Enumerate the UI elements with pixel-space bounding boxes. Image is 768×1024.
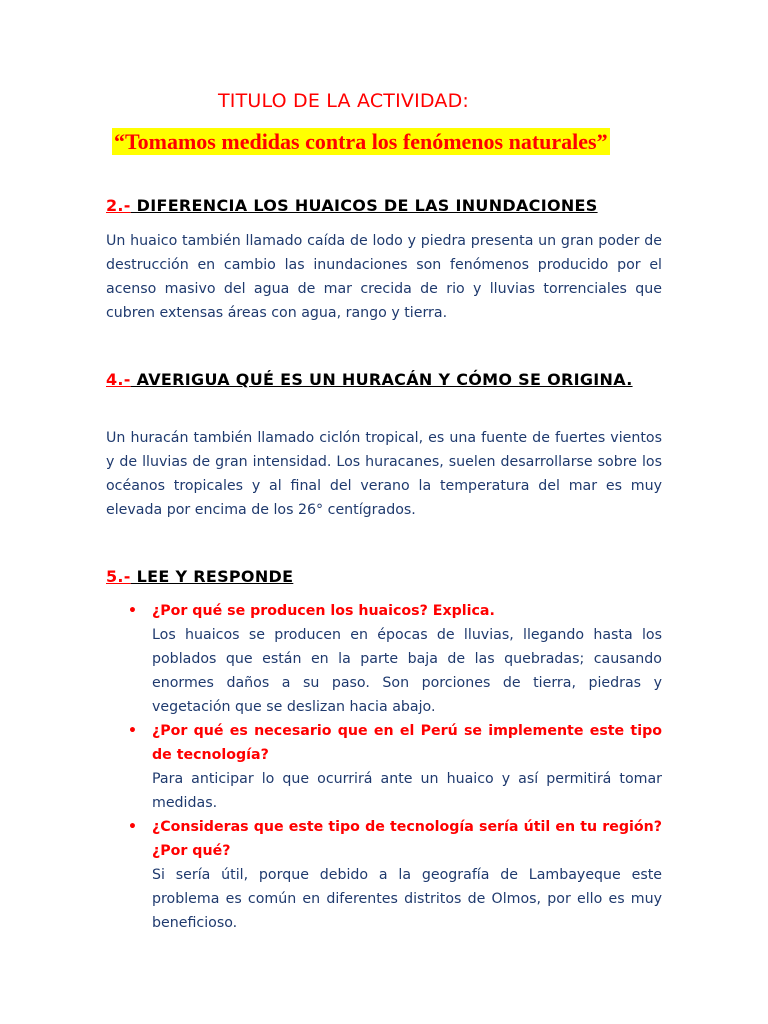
bullet-icon: • xyxy=(128,603,137,619)
section-2-heading-text: DIFERENCIA LOS HUAICOS DE LAS INUNDACIONES xyxy=(130,196,598,215)
section-5-heading xyxy=(106,565,662,589)
section-4-heading xyxy=(106,368,662,392)
section-4-number: 4.- xyxy=(106,370,131,389)
question-text: ¿Por qué es necesario que en el Perú se implemente este tipo de tecnología? xyxy=(152,723,662,763)
question-text: ¿Consideras que este tipo de tecnología sería útil en tu región? ¿Por qué? xyxy=(152,819,662,859)
section-2-text: Un huaico también llamado caída de lodo y piedra presenta un gran poder de destrucción en cambio las inundaciones son fenómenos producido por el acenso masivo del agua de mar crecida de rio y lluvias torrenciales que cubren extensas áreas con agua, rango y tierra. xyxy=(106,233,662,321)
section-5-number: 5.- xyxy=(106,567,131,586)
bullet-icon: • xyxy=(128,819,137,835)
section-5-heading-text: LEE Y RESPONDE xyxy=(130,567,294,586)
section-2-heading xyxy=(106,194,662,218)
section-4-heading-text: AVERIGUA QUÉ ES UN HURACÁN Y CÓMO SE ORIGINA. xyxy=(130,370,633,389)
list-item-question xyxy=(126,599,662,623)
question-list xyxy=(126,599,662,935)
section-2-number: 2.- xyxy=(106,196,131,215)
bullet-icon: • xyxy=(128,723,137,739)
list-item-question xyxy=(126,815,662,863)
question-text: ¿Por qué se producen los huaicos? Explica. xyxy=(152,603,495,619)
activity-title: TITULO DE LA ACTIVIDAD: xyxy=(218,90,470,112)
answer-text: Si sería útil, porque debido a la geografía de Lambayeque este problema es común en diferentes distritos de Olmos, por ello es muy beneficioso. xyxy=(152,867,662,931)
answer-text: Los huaicos se producen en épocas de lluvias, llegando hasta los poblados que están en la parte baja de las quebradas; causando enormes daños a su paso. Son porciones de tierra, piedras y vegetación que se deslizan hacia abajo. xyxy=(152,627,662,715)
activity-subtitle: “Tomamos medidas contra los fenómenos naturales” xyxy=(114,129,608,154)
section-4-text: Un huracán también llamado ciclón tropical, es una fuente de fuertes vientos y de lluvias de gran intensidad. Los huracanes, suelen desarrollarse sobre los océanos tropicales y al final del verano la temperatura del mar es muy elevada por encima de los 26° centígrados. xyxy=(106,430,662,518)
list-item-question xyxy=(126,719,662,767)
answer-text: Para anticipar lo que ocurrirá ante un huaico y así permitirá tomar medidas. xyxy=(152,771,662,811)
